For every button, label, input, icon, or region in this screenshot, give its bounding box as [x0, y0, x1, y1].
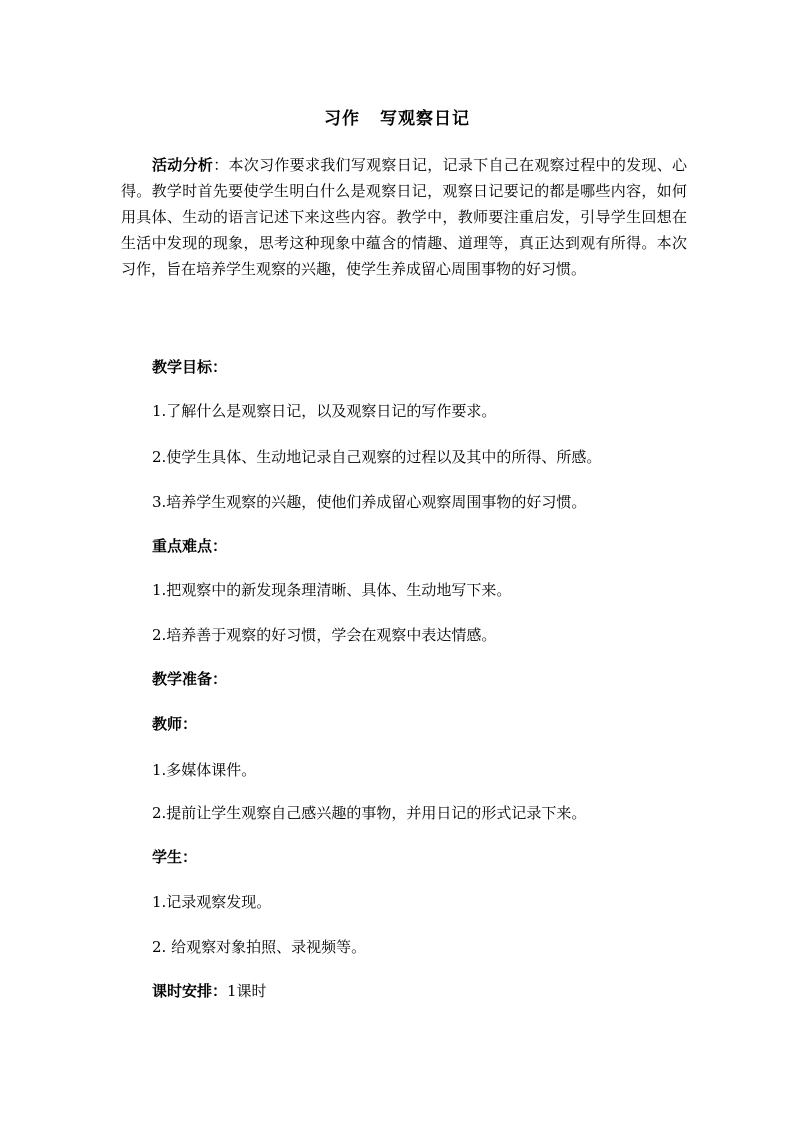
student-item-1: 1.记录观察发现。 [152, 893, 272, 911]
analysis-paragraph [121, 152, 687, 282]
student-item-2: 2. 给观察对象拍照、录视频等。 [152, 938, 367, 956]
teacher-heading: 教师： [152, 715, 198, 733]
goal-item-2: 2.使学生具体、生动地记录自己观察的过程以及其中的所得、所感。 [152, 448, 602, 466]
document-title [0, 104, 794, 129]
analysis-text: ：本次习作要求我们写观察日记，记录下自己在观察过程中的发现、心得。教学时首先要使学生明白什么是观察日记，观察日记要记的都是哪些内容，如何用具体、生动的语言记述下来这些内容。教学中，教师要注重启发，引导学生回想在生活中发现的现象，思考这种现象中蕴含的情趣、道理等，真正达到观有所得。本次习作，旨在培养学生观察的兴趣，使学生养成留心周围事物的好习惯。 [121, 156, 687, 278]
analysis-label: 活动分析 [152, 156, 214, 174]
key-point-item-2: 2.培养善于观察的好习惯，学会在观察中表达情感。 [152, 626, 497, 644]
student-heading: 学生： [152, 848, 198, 866]
title-part-1: 习作 [324, 109, 360, 129]
schedule-line [152, 980, 267, 1002]
teacher-item-2: 2.提前让学生观察自己感兴趣的事物，并用日记的形式记录下来。 [152, 804, 587, 822]
goal-item-1: 1.了解什么是观察日记，以及观察日记的写作要求。 [152, 402, 497, 420]
goal-item-3: 3.培养学生观察的兴趣，使他们养成留心观察周围事物的好习惯。 [152, 493, 587, 511]
goals-heading: 教学目标： [152, 358, 228, 376]
key-points-heading: 重点难点： [152, 537, 228, 555]
title-part-2: 写观察日记 [380, 109, 470, 129]
schedule-value: 1课时 [227, 982, 267, 1000]
key-point-item-1: 1.把观察中的新发现条理清晰、具体、生动地写下来。 [152, 581, 512, 599]
schedule-label: 课时安排： [152, 982, 228, 1000]
teacher-item-1: 1.多媒体课件。 [152, 761, 257, 779]
preparation-heading: 教学准备： [152, 670, 228, 688]
